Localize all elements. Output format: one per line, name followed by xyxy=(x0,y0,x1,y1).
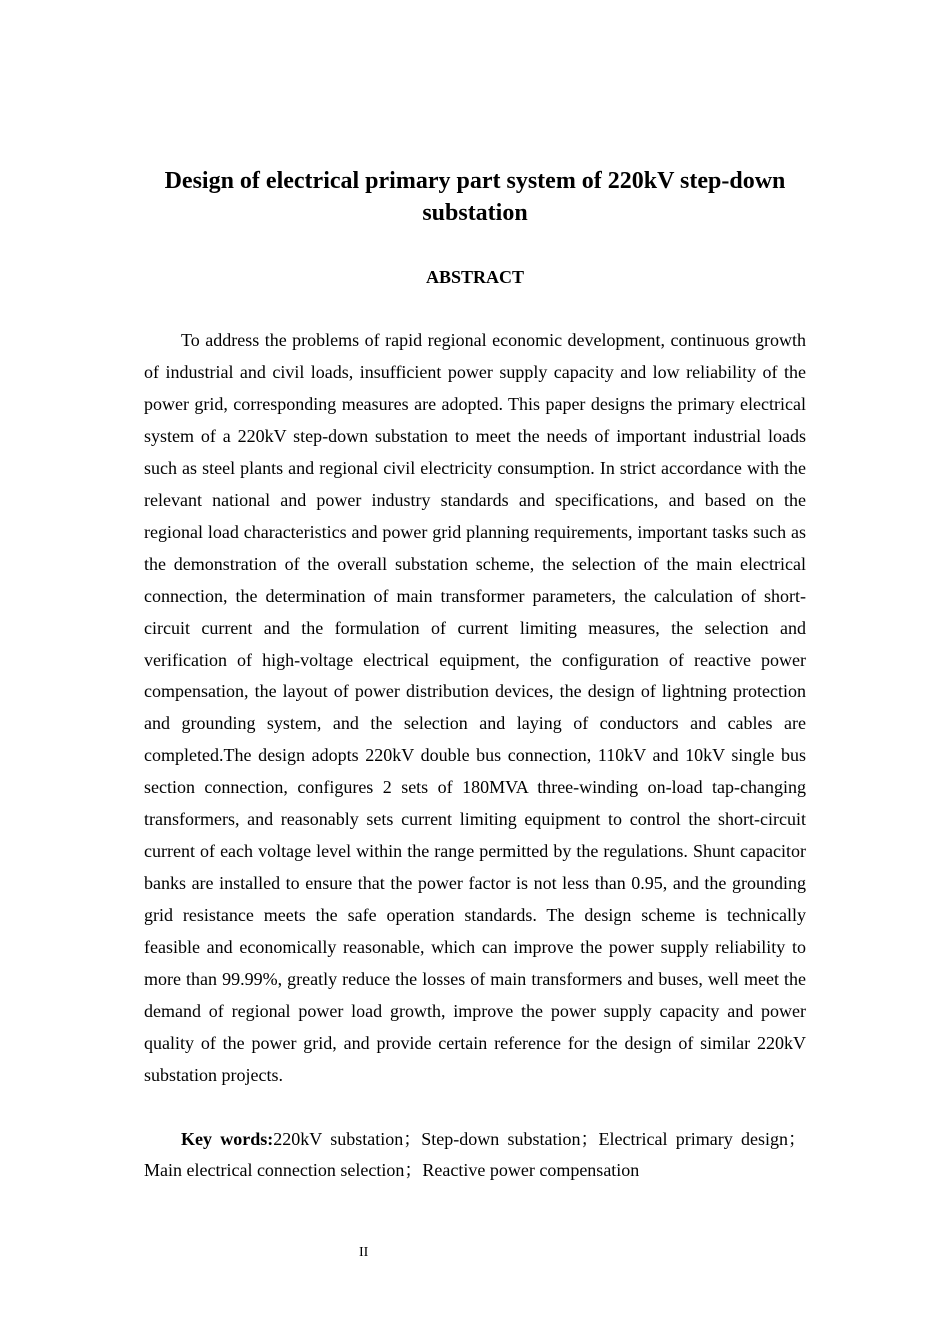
keywords-paragraph xyxy=(144,1124,806,1187)
keywords-text: 220kV substation；Step-down substation；Electrical primary design；Main electrical connection selection；Reactive power compensation xyxy=(144,1128,806,1181)
page-number: II xyxy=(359,1245,369,1260)
abstract-body: To address the problems of rapid regional economic development, continuous growth of industrial and civil loads, insufficient power supply capacity and low reliability of the power grid, corresponding measures are adopted. This paper designs the primary electrical system of a 220kV step-down substation to meet the needs of important industrial loads such as steel plants and regional civil electricity consumption. In strict accordance with the relevant national and power industry standards and specifications, and based on the regional load characteristics and power grid planning requirements, important tasks such as the demonstration of the overall substation scheme, the selection of the main electrical connection, the determination of main transformer parameters, the calculation of short-circuit current and the formulation of current limiting measures, the selection and verification of high-voltage electrical equipment, the configuration of reactive power compensation, the layout of power distribution devices, the design of lightning protection and grounding system, and the selection and laying of conductors and cables are completed.The design adopts 220kV double bus connection, 110kV and 10kV single bus section connection, configures 2 sets of 180MVA three-winding on-load tap-changing transformers, and reasonably sets current limiting equipment to control the short-circuit current of each voltage level within the range permitted by the regulations. Shunt capacitor banks are installed to ensure that the power factor is not less than 0.95, and the grounding grid resistance meets the safe operation standards. The design scheme is technically feasible and economically reasonable, which can improve the power supply reliability to more than 99.99%, greatly reduce the losses of main transformers and buses, well meet the demand of regional power load growth, improve the power supply capacity and power quality of the power grid, and provide certain reference for the design of similar 220kV substation projects. xyxy=(144,330,806,1085)
abstract-heading: ABSTRACT xyxy=(425,267,525,287)
document-title: Design of electrical primary part system of 220kV step-down substation xyxy=(164,168,786,226)
document-page xyxy=(144,165,806,1187)
keywords-label: Key words: xyxy=(181,1128,274,1149)
